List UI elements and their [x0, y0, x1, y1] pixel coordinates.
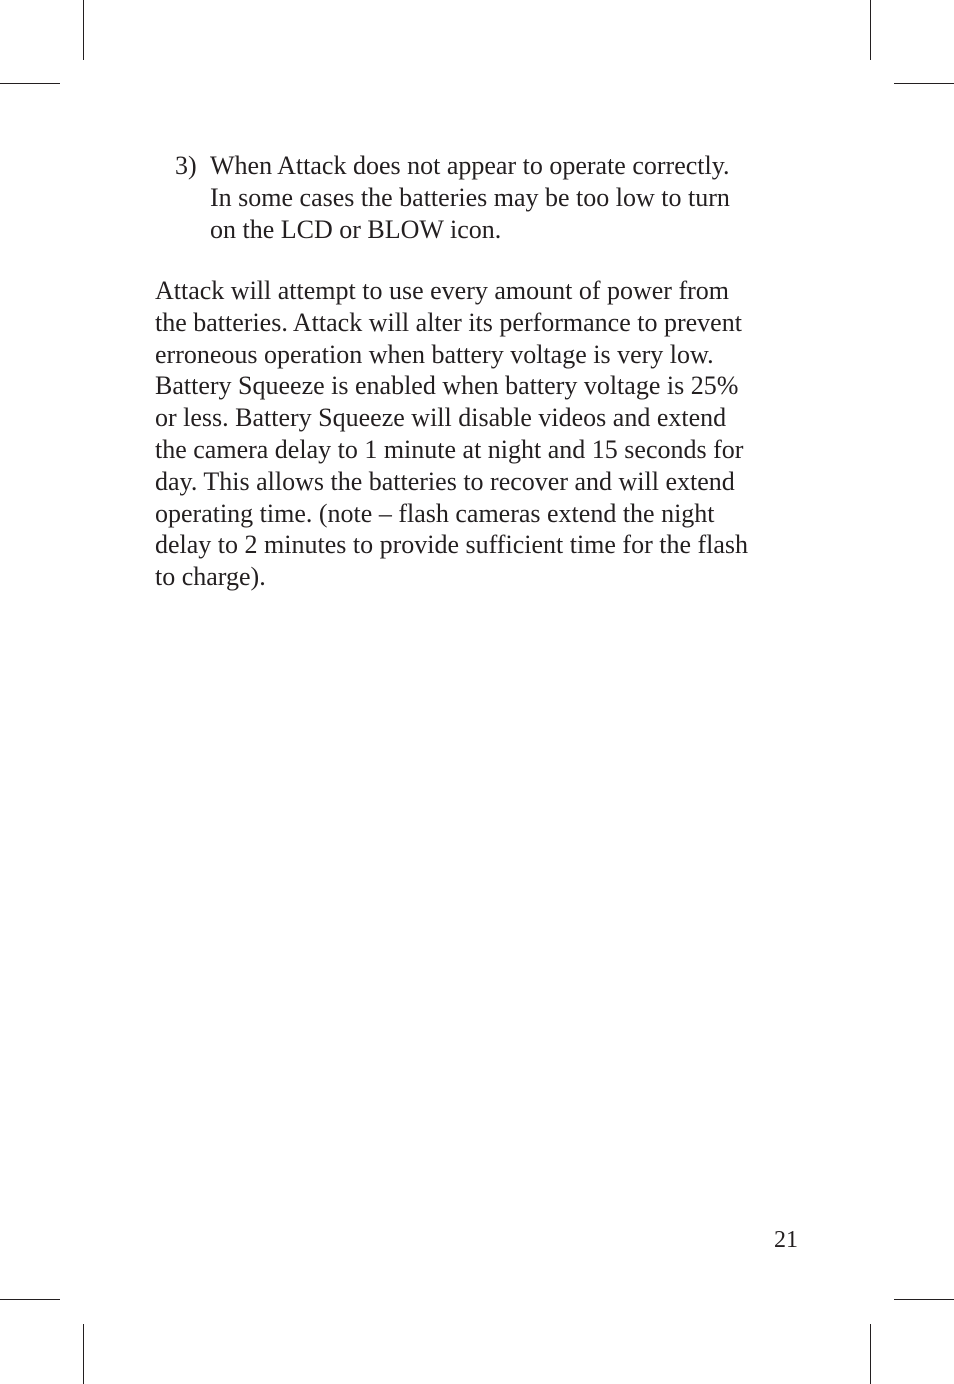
text-line: the batteries. Attack will alter its performance to prevent — [155, 307, 742, 337]
text-line: the camera delay to 1 minute at night and 15 seconds for — [155, 434, 744, 464]
text-line: erroneous operation when battery voltage is very low. — [155, 339, 714, 369]
crop-mark — [894, 83, 954, 84]
text-line: Battery Squeeze is enabled when battery voltage is 25% — [155, 371, 739, 401]
crop-mark — [83, 0, 84, 60]
numbered-list-item — [175, 150, 795, 246]
crop-mark — [0, 1299, 60, 1300]
text-line: operating time. (note – flash cameras extend the night — [155, 498, 715, 528]
crop-mark — [894, 1299, 954, 1300]
text-line: Attack will attempt to use every amount of power from — [155, 276, 730, 305]
crop-mark — [870, 0, 871, 60]
list-item-text — [210, 150, 795, 246]
body-paragraph — [155, 275, 800, 593]
text-line: When Attack does not appear to operate correctly. — [210, 151, 730, 180]
crop-mark — [83, 1324, 84, 1384]
text-line: or less. Battery Squeeze will disable videos and extend — [155, 403, 727, 433]
page-number: 21 — [774, 1227, 798, 1253]
text-line: In some cases the batteries may be too low to turn — [210, 183, 730, 212]
text-line: on the LCD or BLOW icon. — [210, 215, 502, 244]
crop-mark — [870, 1324, 871, 1384]
text-line: to charge). — [155, 562, 266, 592]
list-item-number: 3) — [175, 151, 197, 180]
text-line: delay to 2 minutes to provide sufficient time for the flash — [155, 530, 749, 560]
text-line: day. This allows the batteries to recover and will extend — [155, 466, 735, 496]
crop-mark — [0, 83, 60, 84]
